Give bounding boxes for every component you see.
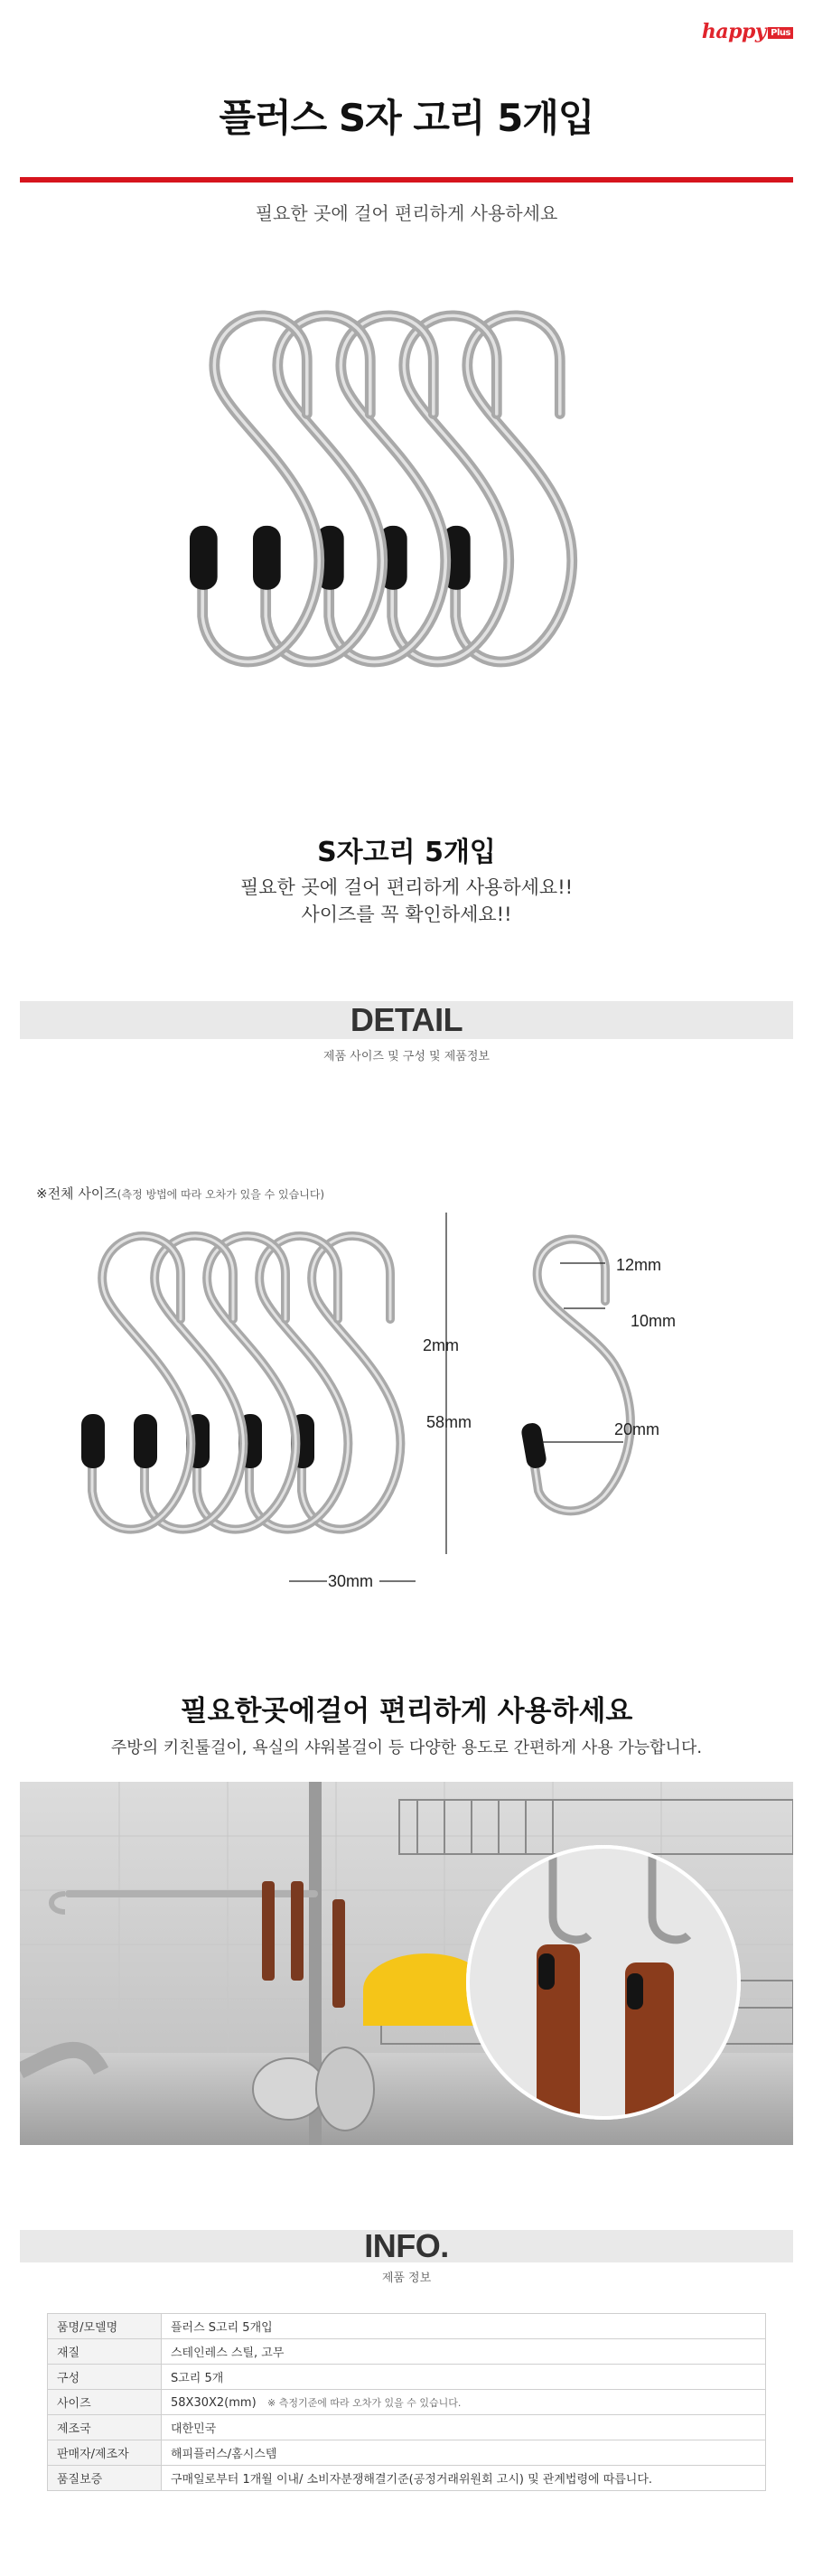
detail-subtitle: 제품 사이즈 및 구성 및 제품정보 (323, 1050, 490, 1063)
info-size-value: 58X30X2(mm) (171, 2395, 257, 2410)
s-hook (134, 1236, 243, 1530)
title-divider (20, 177, 793, 183)
size-diagram (72, 1211, 524, 1626)
size-note-sub: (측정 방법에 따라 오차가 있을 수 있습니다) (117, 1188, 325, 1201)
dim-bottom: 20mm (614, 1420, 660, 1438)
table-row (48, 2415, 766, 2440)
size-note-main: ※전체 사이즈 (36, 1185, 117, 1202)
s-hook (238, 1236, 348, 1530)
info-key: 품질보증 (48, 2466, 162, 2491)
s-hook (379, 315, 509, 661)
page-subtitle: 필요한 곳에 걸어 편리하게 사용하세요 (255, 202, 558, 224)
s-hook (190, 315, 319, 661)
info-key: 판매자/제조자 (48, 2440, 162, 2466)
info-key: 구성 (48, 2365, 162, 2390)
dim-height: 58mm (426, 1413, 472, 1431)
single-hook-diagram (506, 1229, 741, 1572)
kitchen-photo (20, 1782, 793, 2145)
s-hook (316, 315, 445, 661)
info-value: 대한민국 (162, 2415, 766, 2440)
intro-heading: S자고리 5개입 (317, 837, 496, 868)
dim-width: 30mm (328, 1572, 374, 1590)
brand-logo (702, 20, 793, 43)
table-row (48, 2314, 766, 2339)
s-hook (186, 1236, 295, 1530)
info-value: 해피플러스/홈시스템 (162, 2440, 766, 2466)
info-size-note: ※ 측정기준에 따라 오차가 있을 수 있습니다. (267, 2396, 462, 2409)
info-title: INFO. (364, 2227, 449, 2264)
brand-badge: Plus (768, 27, 793, 39)
info-value (162, 2390, 766, 2415)
info-key: 품명/모델명 (48, 2314, 162, 2339)
s-hook (81, 1236, 191, 1530)
info-subtitle: 제품 정보 (381, 2272, 432, 2285)
usage-description: 주방의 키친툴걸이, 욕실의 샤워볼걸이 등 다양한 용도로 간편하게 사용 가능합니다. (110, 1738, 703, 1757)
s-hook (291, 1236, 400, 1530)
s-hook (253, 315, 382, 661)
usage-heading: 필요한곳에걸어 편리하게 사용하세요 (180, 1695, 633, 1728)
dim-gap: 10mm (631, 1312, 677, 1330)
table-row (48, 2440, 766, 2466)
table-row (48, 2339, 766, 2365)
intro-line-1: 필요한 곳에 걸어 편리하게 사용하세요!! (239, 876, 574, 898)
info-table (47, 2313, 766, 2491)
info-value: 플러스 S고리 5개입 (162, 2314, 766, 2339)
info-key: 재질 (48, 2339, 162, 2365)
size-note (36, 1184, 324, 1203)
dim-top: 12mm (616, 1256, 662, 1274)
intro-line-2: 사이즈를 꼭 확인하세요!! (301, 904, 512, 925)
s-hook (443, 315, 572, 661)
info-value: 스테인레스 스틸, 고무 (162, 2339, 766, 2365)
info-value: S고리 5개 (162, 2365, 766, 2390)
info-key: 사이즈 (48, 2390, 162, 2415)
detail-title: DETAIL (350, 1001, 463, 1038)
table-row (48, 2466, 766, 2491)
info-value: 구매일로부터 1개월 이내/ 소비자분쟁해결기준(공정거래위원회 고시) 및 관계법령에 따릅니다. (162, 2466, 766, 2491)
page-title: 플러스 S자 고리 5개입 (219, 96, 594, 140)
brand-name: happy (701, 20, 767, 43)
dim-thickness: 2mm (423, 1336, 459, 1354)
info-key: 제조국 (48, 2415, 162, 2440)
table-row (48, 2365, 766, 2390)
table-row (48, 2390, 766, 2415)
hero-hooks-image (163, 289, 632, 777)
